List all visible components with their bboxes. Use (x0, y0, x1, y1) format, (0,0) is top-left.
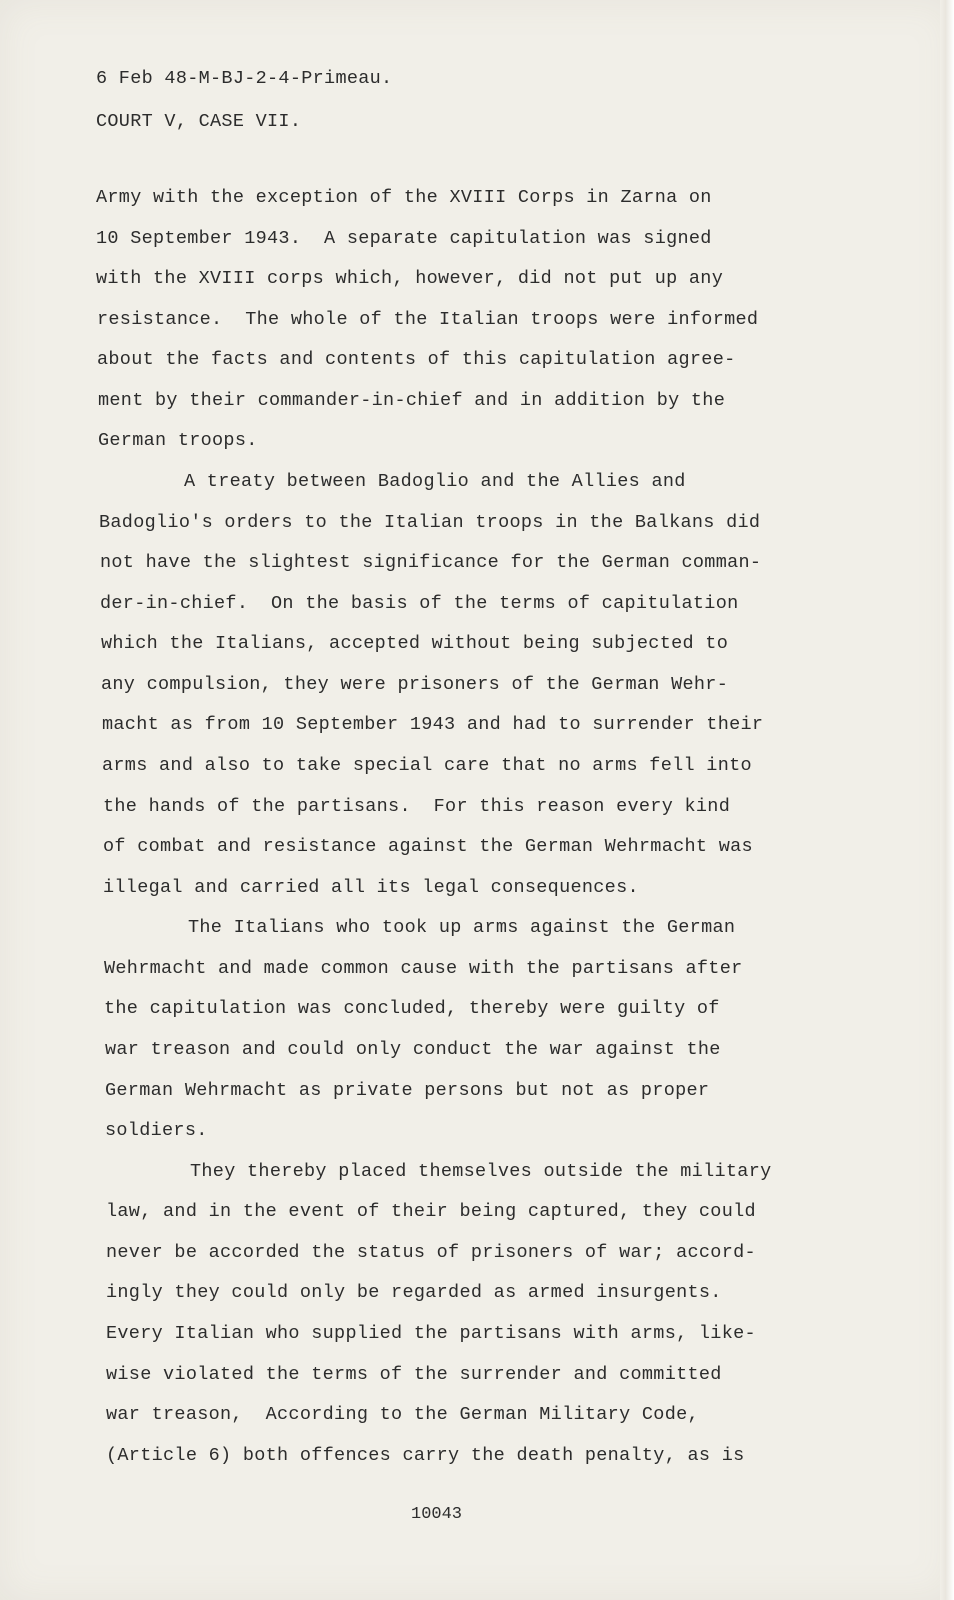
body-line: never be accorded the status of prisoners of war; accord- (106, 1242, 756, 1263)
body-line: They thereby placed themselves outside the military (190, 1161, 772, 1182)
body-line: law, and in the event of their being captured, they could (106, 1201, 756, 1222)
body-line: not have the slightest significance for the German comman- (100, 552, 762, 573)
body-line: macht as from 10 September 1943 and had to surrender their (102, 714, 764, 735)
court-case-heading: COURT V, CASE VII. (96, 111, 302, 132)
body-line: illegal and carried all its legal consequences. (103, 877, 639, 898)
body-line: any compulsion, they were prisoners of the German Wehr- (101, 674, 729, 695)
page-number: 10043 (411, 1505, 463, 1524)
body-line: soldiers. (105, 1120, 208, 1141)
body-line: Army with the exception of the XVIII Corps in Zarna on (96, 187, 712, 208)
body-line: about the facts and contents of this capitulation agree- (97, 349, 736, 370)
body-line: Every Italian who supplied the partisans with arms, like- (106, 1323, 756, 1344)
body-line: which the Italians, accepted without being subjected to (101, 633, 729, 654)
body-line: arms and also to take special care that no arms fell into (102, 755, 752, 776)
body-line: The Italians who took up arms against the German (188, 917, 736, 938)
body-line: Badoglio's orders to the Italian troops in the Balkans did (99, 512, 761, 533)
body-line: Wehrmacht and made common cause with the partisans after (104, 958, 743, 979)
body-line: German troops. (98, 430, 258, 451)
body-line: resistance. The whole of the Italian troops were informed (97, 309, 759, 330)
document-reference: 6 Feb 48-M-BJ-2-4-Primeau. (96, 68, 393, 89)
body-line: German Wehrmacht as private persons but not as proper (105, 1080, 710, 1101)
body-line: 10 September 1943. A separate capitulation was signed (96, 228, 712, 249)
body-line: (Article 6) both offences carry the death penalty, as is (106, 1445, 745, 1466)
body-line: ment by their commander-in-chief and in addition by the (98, 390, 726, 411)
body-line: war treason and could only conduct the war against the (105, 1039, 721, 1060)
body-line: of combat and resistance against the German Wehrmacht was (103, 836, 753, 857)
body-line: the hands of the partisans. For this reason every kind (103, 796, 731, 817)
body-line: ingly they could only be regarded as armed insurgents. (106, 1282, 722, 1303)
body-line: war treason, According to the German Military Code, (106, 1404, 699, 1425)
body-line: the capitulation was concluded, thereby were guilty of (104, 998, 720, 1019)
body-line: der-in-chief. On the basis of the terms of capitulation (100, 593, 739, 614)
body-line: with the XVIII corps which, however, did not put up any (96, 268, 724, 289)
body-line: wise violated the terms of the surrender and committed (106, 1364, 722, 1385)
body-line: A treaty between Badoglio and the Allies and (184, 471, 686, 492)
